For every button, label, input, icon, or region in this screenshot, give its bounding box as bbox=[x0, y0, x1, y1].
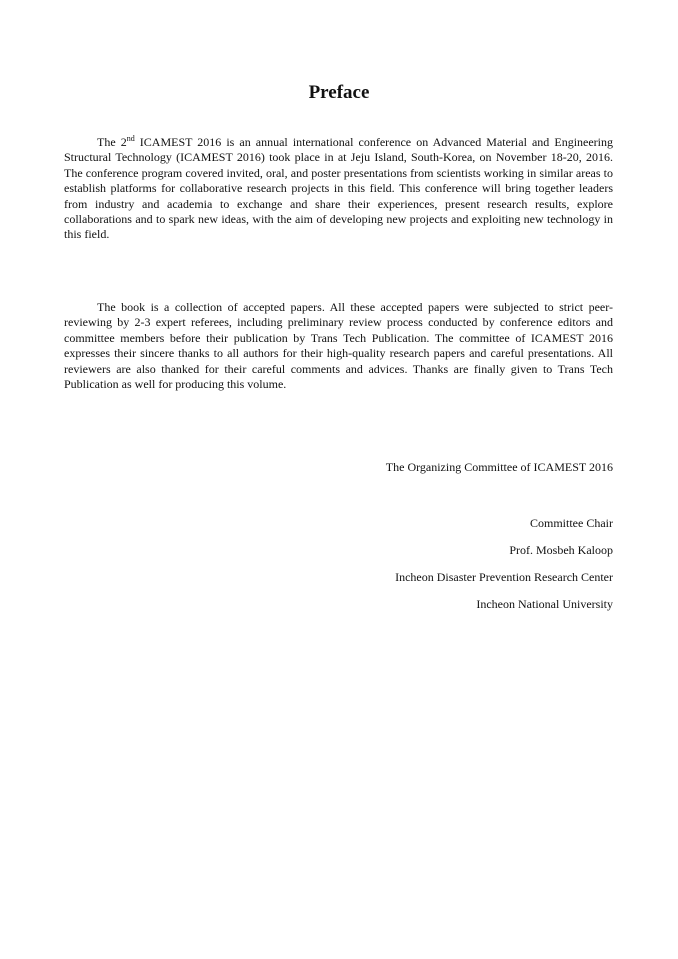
signature-name: Prof. Mosbeh Kaloop bbox=[509, 543, 613, 557]
preface-paragraph-2: The book is a collection of accepted papers. All these accepted papers were subjected to strict peer-reviewing by 2-3 expert referees, including preliminary review process conducted by conference editors and committee members before their publication by Trans Tech Publication. The committee of ICAMEST 2016 expresses their sincere thanks to all authors for their high-quality research papers and careful presentations. All reviewers are also thanked for their careful comments and advices. Thanks are finally given to Trans Tech Publication as well for producing this volume. bbox=[64, 300, 613, 392]
ordinal-superscript: nd bbox=[126, 134, 135, 143]
paragraph-1-body: ICAMEST 2016 is an annual international conference on Advanced Material and Engineering Structural Technology (ICAMEST 2016) took place in at Jeju Island, South-Korea, on November 18-20, 2016. The conference program covered invited, oral, and poster presentations from scientists working in similar areas to establish platforms for collaborative research projects in this field. This conference will bring together leaders from industry and academia to exchange and share their experiences, present research results, explore collaborations and to spark new ideas, with the aim of developing new projects and exploiting new technology in this field. bbox=[64, 135, 614, 242]
preface-paragraph-1 bbox=[64, 135, 613, 243]
page-title: Preface bbox=[308, 82, 370, 103]
signature-role: Committee Chair bbox=[530, 516, 613, 530]
signature-center: Incheon Disaster Prevention Research Center bbox=[395, 570, 613, 584]
signature-university: Incheon National University bbox=[476, 597, 613, 611]
signature-committee: The Organizing Committee of ICAMEST 2016 bbox=[385, 460, 613, 474]
paragraph-1-lead: The 2 bbox=[97, 135, 127, 149]
